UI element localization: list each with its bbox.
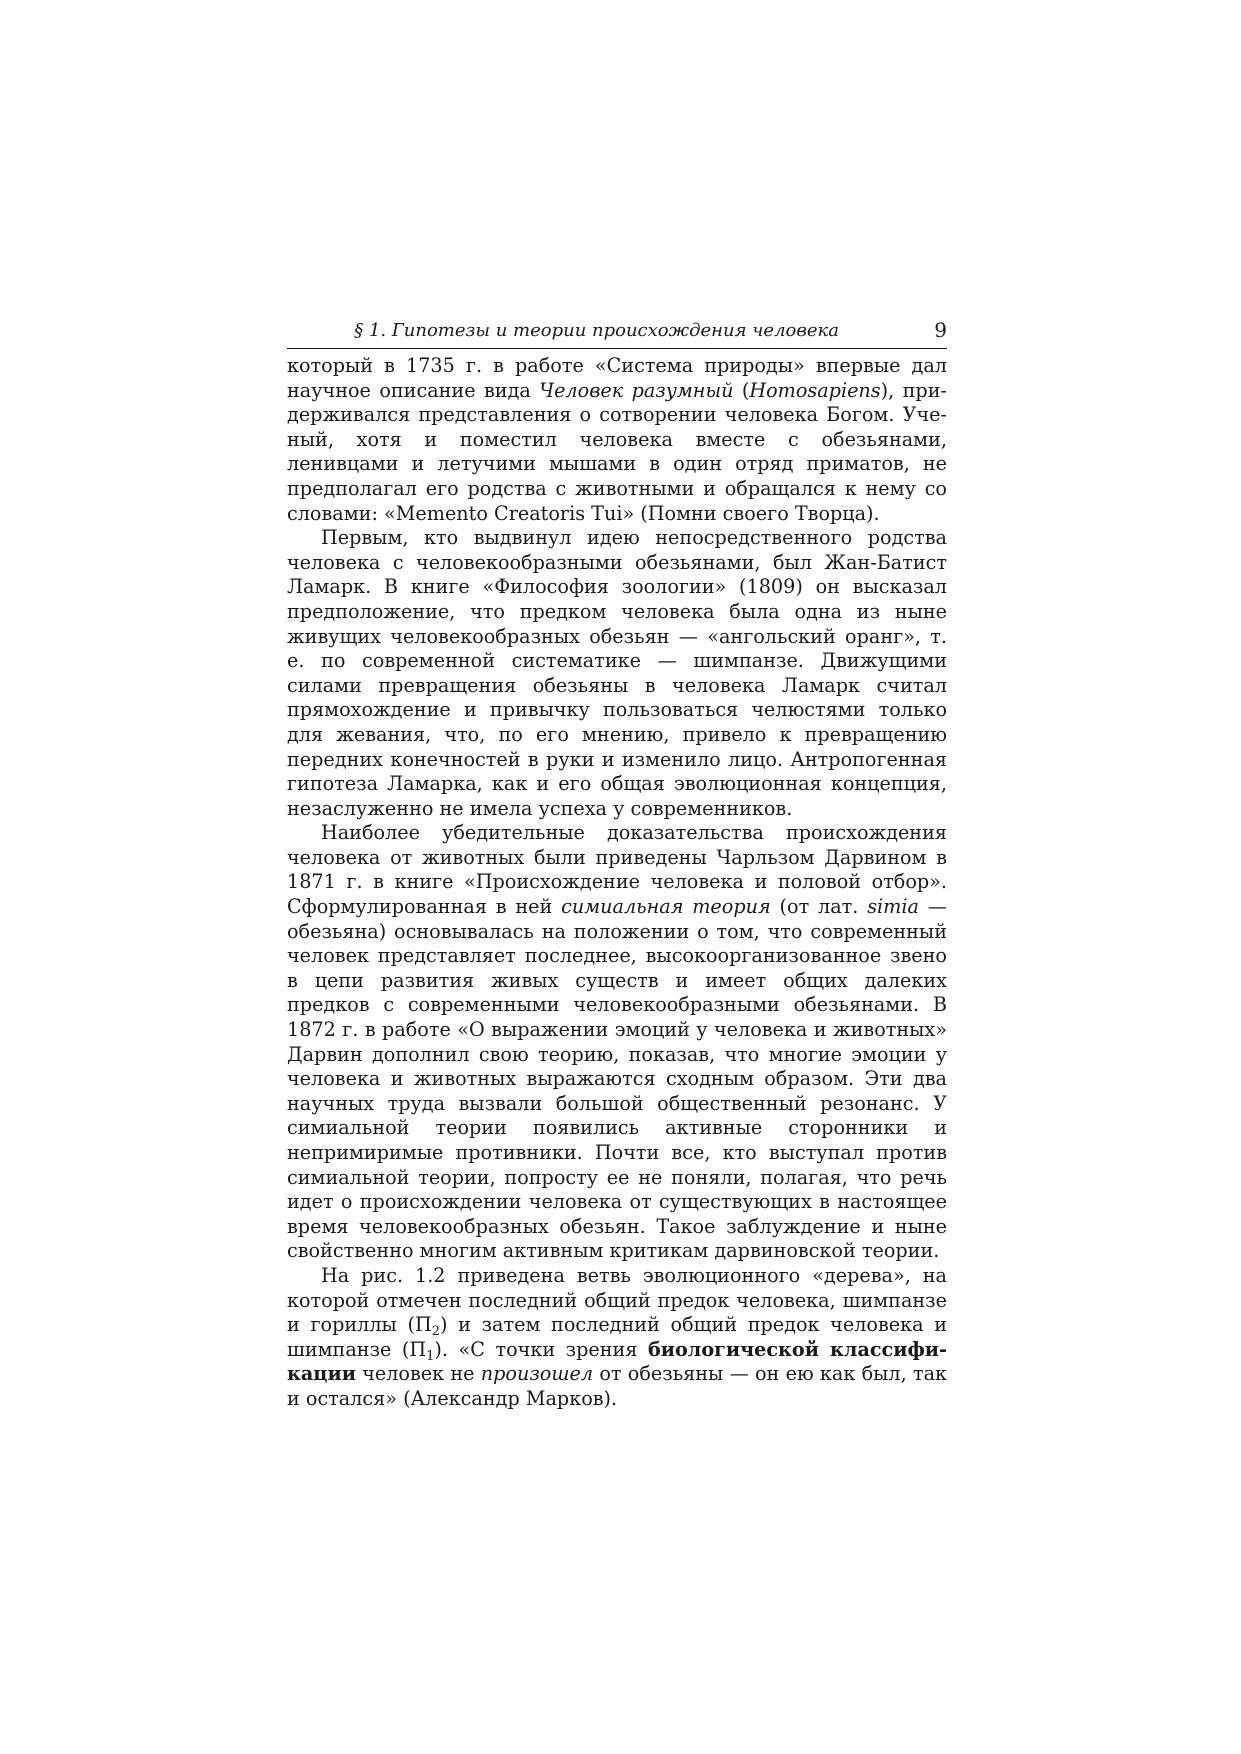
p4-italic-word: произошел: [480, 1362, 594, 1386]
p1-italic-species: Человек разумный: [539, 378, 734, 402]
running-header: [287, 318, 947, 349]
p4-text-3: ). «С точки зрения: [434, 1337, 648, 1361]
p4-text-1: На рис. 1.2 приведена ветвь эволюционного «дерева», на которой отмечен последний общий предок человека, шимпанзе и гориллы (П: [287, 1263, 947, 1337]
p1-text-3: ), придерживался представления о сотворении человека Богом. Ученый, хотя и поместил человека вместе с обезьянами, ленивцами и летучими мышами в один отряд приматов, не предполагал его родства с животными и обращался к нему со словами: «Memento Creatoris Tui» (Помни своего Творца).: [287, 378, 947, 525]
paragraph-3: [287, 821, 947, 1264]
paragraph-4: [287, 1264, 947, 1412]
p4-text-4: человек не: [355, 1362, 481, 1386]
p1-text-2: (: [733, 378, 750, 402]
paragraph-2: [287, 526, 947, 821]
p4-subscript-2: 2: [431, 1324, 440, 1340]
page-number: 9: [934, 318, 947, 342]
header-title: § 1. Гипотезы и теории происхождения человека: [354, 320, 839, 341]
p3-text-2: (от лат.: [770, 895, 868, 919]
book-page: [287, 318, 947, 1412]
p2-text: Первым, кто выдвинул идею непосредственного родства человека с человекообразными обезьянами, был Жан-Батист Ламарк. В книге «Философия зоологии» (1809) он высказал предположение, что предком человека была одна из ныне живущих человекообразных обезьян — «ангольский оранг», т. е. по современной систематике — шимпанзе. Движущими силами превращения обезьяны в человека Ламарк считал прямохождение и привычку пользоваться челюстями только для жевания, что, по его мнению, привело к превращению передних конечностей в руки и изменило лицо. Антропогенная гипотеза Ламарка, как и его общая эволюционная концепция, незаслуженно не имела успеха у современников.: [287, 526, 947, 820]
p4-bold-term: биологической классификации: [287, 1337, 947, 1386]
paragraph-1: [287, 354, 947, 526]
p4-text-2: ) и затем последний общий предок человека и шимпанзе (П: [287, 1313, 948, 1361]
p4-text-5: от обезьяны — он ею как был, так и остался» (Александр Марков).: [287, 1362, 948, 1410]
p3-text-3: — обезьяна) основывалась на положении о том, что современный человек представляет последнее, высокоорганизованное звено в цепи развития живых существ и имеет общих далеких предков с современными человекообразными обезьянами. В 1872 г. в работе «О выражении эмоций у человека и животных» Дарвин дополнил свою теорию, показав, что многие эмоции у человека и животных выражаются сходным образом. Эти два научных труда вызвали большой общественный резонанс. У симиальной теории появились активные сторонники и непримиримые противники. Почти все, кто выступал против симиальной теории, попросту ее не поняли, полагая, что речь идет о происхождении человека от существующих в настоящее время человекообразных обезьян. Такое заблуждение и ныне свойственно многим активным критикам дарвиновской теории.: [287, 895, 947, 1263]
p4-subscript-1: 1: [426, 1348, 435, 1364]
p1-text-1: который в 1735 г. в работе «Система природы» впервые дал научное описание вида: [287, 354, 947, 402]
p3-italic-theory: симиальная теория: [561, 895, 771, 919]
p3-text-1: Наиболее убедительные доказательства происхождения человека от животных были приведены Чарльзом Дарвином в 1871 г. в книге «Происхождение человека и половой отбор». Сформулированная в ней: [287, 821, 947, 919]
p3-italic-latin: simia: [867, 895, 919, 919]
body-text: [287, 354, 947, 1412]
p1-italic-latin: Homosapiens: [749, 378, 881, 402]
